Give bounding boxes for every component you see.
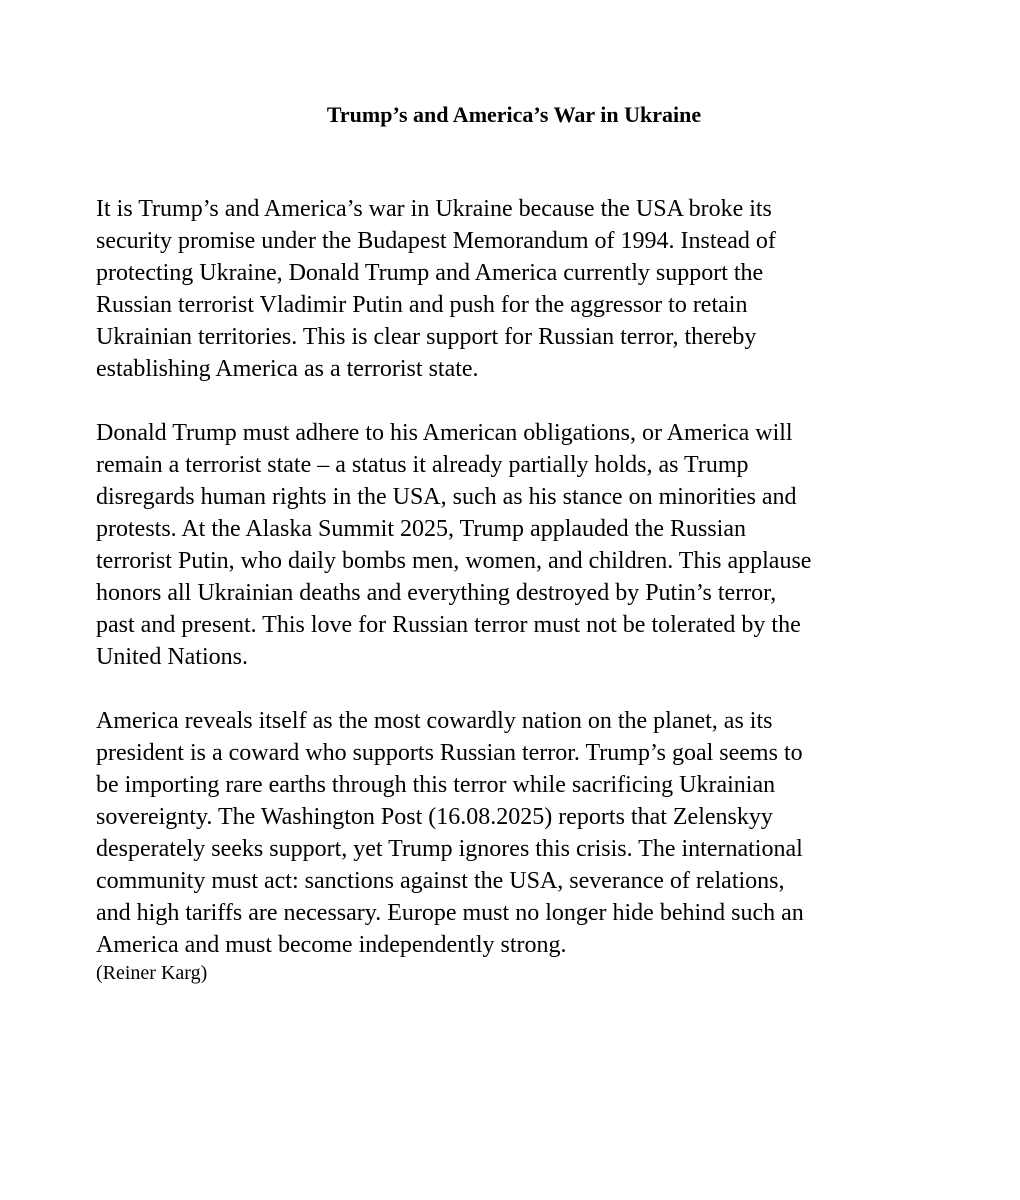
text-line: Ukrainian territories. This is clear support for Russian terror, thereby: [96, 324, 757, 350]
paragraph-3: [96, 705, 956, 985]
document-body: [96, 193, 956, 985]
paragraph-1: [96, 193, 956, 385]
text-line: desperately seeks support, yet Trump ignores this crisis. The international: [96, 836, 803, 862]
text-line: Donald Trump must adhere to his American obligations, or America will: [96, 420, 793, 446]
text-line: remain a terrorist state – a status it already partially holds, as Trump: [96, 452, 749, 478]
text-line: and high tariffs are necessary. Europe must no longer hide behind such an: [96, 900, 804, 926]
text-line: security promise under the Budapest Memorandum of 1994. Instead of: [96, 228, 776, 254]
text-line: past and present. This love for Russian terror must not be tolerated by the: [96, 612, 801, 638]
text-line: protecting Ukraine, Donald Trump and America currently support the: [96, 260, 764, 286]
author-signature: (Reiner Karg): [96, 962, 208, 984]
paragraph-2: [96, 417, 956, 673]
text-line: disregards human rights in the USA, such as his stance on minorities and: [96, 484, 797, 510]
document-title: Trump’s and America’s War in Ukraine: [326, 102, 702, 127]
text-line: America and must become independently strong.: [96, 932, 567, 958]
text-line: protests. At the Alaska Summit 2025, Trump applauded the Russian: [96, 516, 746, 542]
text-line: It is Trump’s and America’s war in Ukraine because the USA broke its: [96, 196, 772, 222]
text-line: Russian terrorist Vladimir Putin and push for the aggressor to retain: [96, 292, 748, 318]
text-line: president is a coward who supports Russian terror. Trump’s goal seems to: [96, 740, 803, 766]
text-line: terrorist Putin, who daily bombs men, women, and children. This applause: [96, 548, 812, 574]
text-line: establishing America as a terrorist state.: [96, 356, 479, 382]
text-line: America reveals itself as the most cowardly nation on the planet, as its: [96, 708, 773, 734]
text-line: United Nations.: [96, 644, 248, 670]
text-line: honors all Ukrainian deaths and everything destroyed by Putin’s terror,: [96, 580, 777, 606]
text-line: community must act: sanctions against the USA, severance of relations,: [96, 868, 785, 894]
text-line: sovereignty. The Washington Post (16.08.2025) reports that Zelenskyy: [96, 804, 773, 830]
text-line: be importing rare earths through this terror while sacrificing Ukrainian: [96, 772, 776, 798]
